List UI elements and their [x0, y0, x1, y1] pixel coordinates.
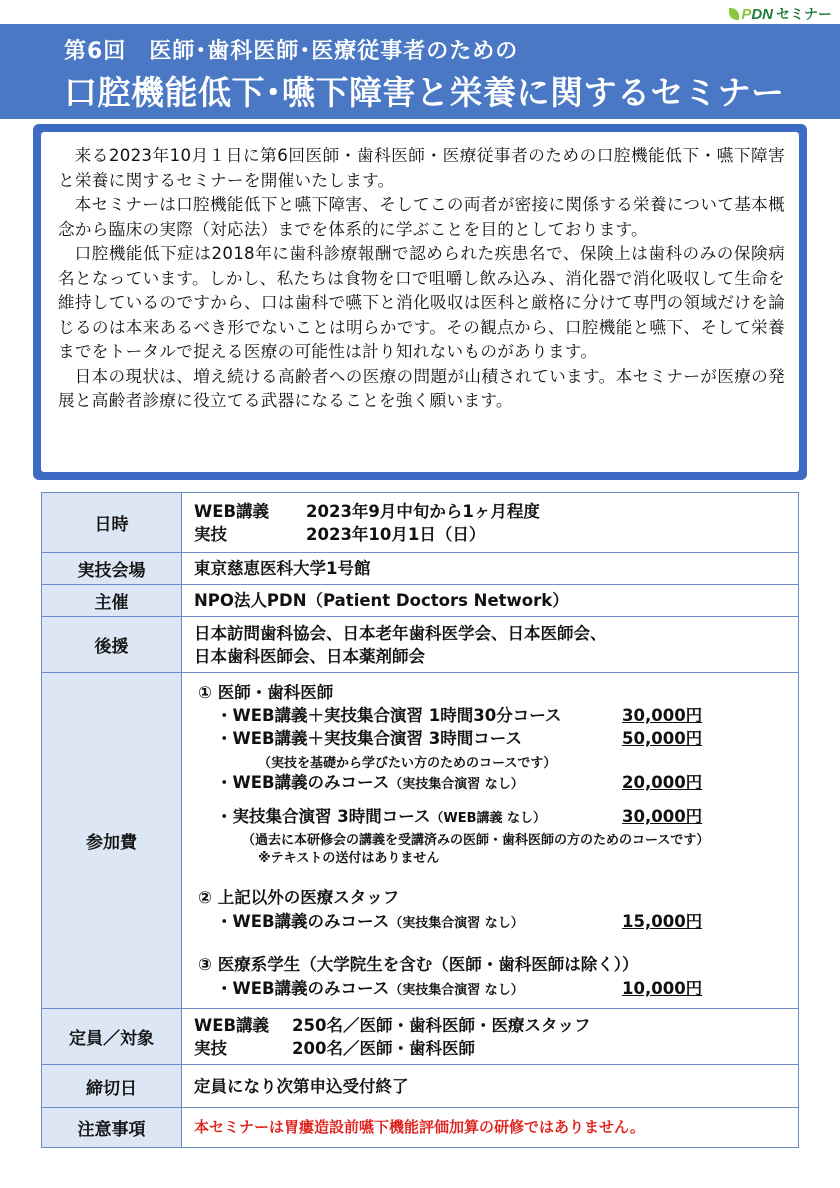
table-row-fee — [42, 673, 799, 1009]
fee-price: 50,000円 — [622, 729, 703, 748]
intro-paragraph: 来る2023年10月１日に第6回医師・歯科医師・医療従事者のための口腔機能低下・嚥下障害と栄養に関するセミナーを開催いたします。 — [58, 146, 785, 190]
fee-item-text: ・WEB講義のみコース — [216, 979, 390, 998]
table-row-host — [42, 585, 799, 617]
fee-item — [216, 977, 524, 1002]
table-row-deadline — [42, 1065, 799, 1108]
deadline-label: 締切日 — [42, 1065, 182, 1108]
fee-item-text: ・実技集合演習 3時間コース — [216, 807, 431, 826]
intro-paragraph: 口腔機能低下症は2018年に歯科診療報酬で認められた疾患名で、保険上は歯科のみの保険病名となっています。しかし、私たちは食物を口で咀嚼し飲み込み、消化器で消化吸収して生命を維持しているのですから、口は歯科で嚥下と消化吸収は医科と厳格に分けて専門の領域だけを論じるのは本来あるべき形でないことは明らかです。その観点から、口腔機能と嚥下、そして栄養までをトータルで捉える医療の可能性は計り知れないものがあります。 — [58, 244, 785, 361]
fee-section-students: ③ 医療系学生（大学院生を含む（医師・歯科医師は除く）） — [198, 955, 639, 974]
date-web-value: 2023年9月中旬から1ヶ月程度 — [306, 501, 540, 521]
date-label: 日時 — [42, 493, 182, 553]
intro-paragraph: 本セミナーは口腔機能低下と嚥下障害、そしてこの両者が密接に関係する栄養について基本概念から臨床の実際（対応法）までを体系的に学ぶことを目的としております。 — [58, 195, 785, 239]
capacity-practice-key: 実技 — [194, 1038, 227, 1058]
fee-item-small: （WEB講義 なし） — [430, 811, 547, 826]
support-value — [182, 617, 799, 673]
support-label: 後援 — [42, 617, 182, 673]
fee-item — [216, 805, 546, 830]
intro-paragraph: 日本の現状は、増え続ける高齢者への医療の問題が山積されています。本セミナーが医療の発展と高齢者診療に役立てる武器になることを強く願います。 — [58, 366, 785, 410]
capacity-label: 定員／対象 — [42, 1009, 182, 1065]
date-value — [182, 493, 799, 553]
table-row-date — [42, 493, 799, 553]
fee-value — [182, 673, 799, 1009]
fee-price: 30,000円 — [622, 807, 703, 826]
fee-note: （実技を基礎から学びたい方のためのコースです） — [258, 756, 557, 771]
date-practice-value: 2023年10月1日（日） — [306, 524, 486, 544]
fee-item-text: ・WEB講義のみコース — [216, 912, 390, 931]
note-value: 本セミナーは胃瘻造設前嚥下機能評価加算の研修ではありません。 — [182, 1108, 799, 1148]
fee-note: ※テキストの送付はありません — [258, 851, 440, 866]
fee-item: ・WEB講義＋実技集合演習 3時間コース — [216, 729, 522, 748]
intro-frame — [33, 124, 807, 480]
seminar-info-table — [41, 492, 799, 1148]
table-row-note — [42, 1108, 799, 1148]
logo-seminar: セミナー — [776, 6, 832, 22]
venue-value: 東京慈恵医科大学1号館 — [182, 553, 799, 585]
fee-item — [216, 771, 524, 796]
fee-item: ・WEB講義＋実技集合演習 1時間30分コース — [216, 706, 562, 725]
capacity-value — [182, 1009, 799, 1065]
logo-dn: DN — [751, 5, 773, 23]
support-line: 日本歯科医師会、日本薬剤師会 — [194, 646, 425, 666]
host-value: NPO法人PDN（Patient Doctors Network） — [182, 585, 799, 617]
note-label: 注意事項 — [42, 1108, 182, 1148]
fee-section-doctors: ① 医師・歯科医師 — [198, 683, 334, 702]
date-web-key: WEB講義 — [194, 501, 270, 521]
fee-price: 15,000円 — [622, 912, 703, 931]
intro-box — [41, 132, 799, 472]
fee-label: 参加費 — [42, 673, 182, 1009]
logo-p: P — [741, 5, 752, 23]
capacity-web-key: WEB講義 — [194, 1015, 270, 1035]
pdn-seminar-logo — [729, 2, 832, 26]
deadline-value: 定員になり次第申込受付終了 — [182, 1065, 799, 1108]
capacity-web-value: 250名／医師・歯科医師・医療スタッフ — [292, 1015, 591, 1035]
table-row-venue — [42, 553, 799, 585]
fee-price: 30,000円 — [622, 706, 703, 725]
fee-item-small: （実技集合演習 なし） — [389, 983, 524, 998]
support-line: 日本訪問歯科協会、日本老年歯科医学会、日本医師会、 — [194, 623, 607, 643]
fee-section-staff: ② 上記以外の医療スタッフ — [198, 888, 400, 907]
fee-note: （過去に本研修会の講義を受講済みの医師・歯科医師の方のためのコースです） — [242, 833, 710, 848]
capacity-practice-value: 200名／医師・歯科医師 — [292, 1038, 475, 1058]
date-practice-key: 実技 — [194, 524, 227, 544]
fee-item-text: ・WEB講義のみコース — [216, 773, 390, 792]
fee-item — [216, 910, 524, 935]
page-title: 口腔機能低下･嚥下障害と栄養に関するセミナー — [64, 73, 785, 112]
table-row-capacity — [42, 1009, 799, 1065]
host-label: 主催 — [42, 585, 182, 617]
fee-item-small: （実技集合演習 なし） — [389, 777, 524, 792]
fee-item-small: （実技集合演習 なし） — [389, 916, 524, 931]
fee-price: 10,000円 — [622, 979, 703, 998]
leaf-icon — [729, 8, 739, 20]
page-subtitle: 第6回 医師･歯科医師･医療従事者のための — [64, 39, 519, 64]
table-row-support — [42, 617, 799, 673]
fee-price: 20,000円 — [622, 773, 703, 792]
title-banner — [0, 24, 840, 119]
venue-label: 実技会場 — [42, 553, 182, 585]
